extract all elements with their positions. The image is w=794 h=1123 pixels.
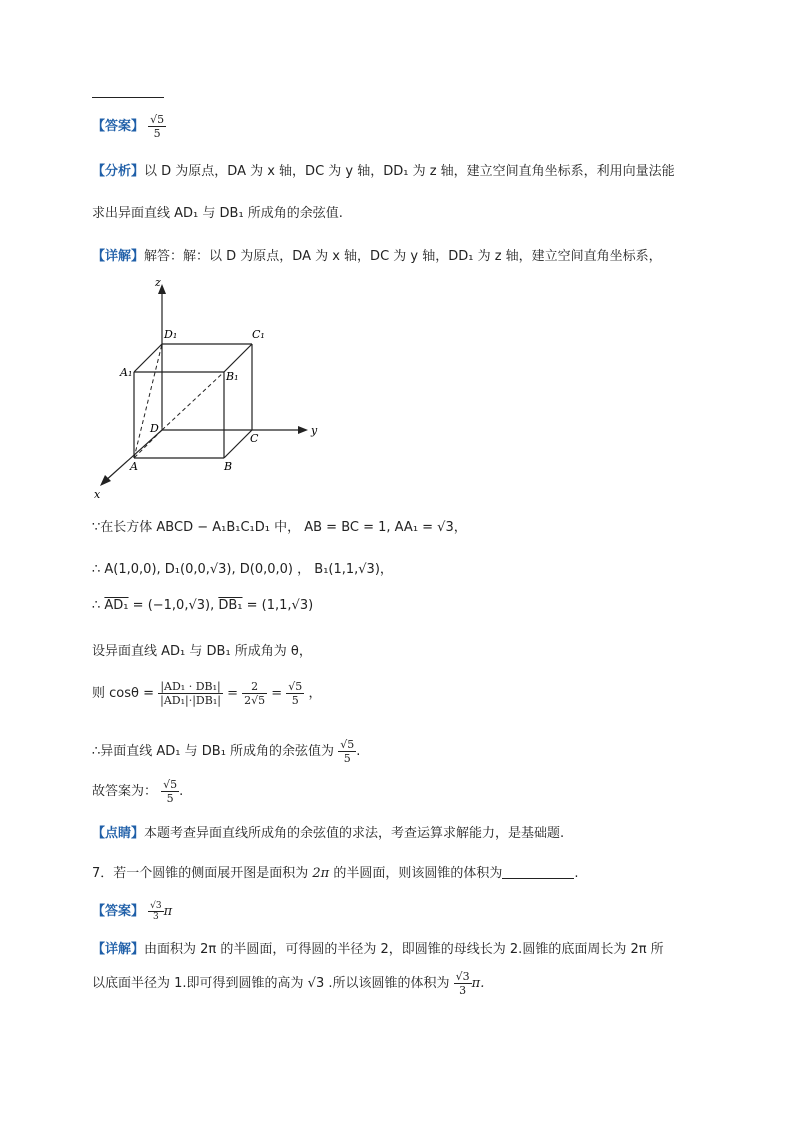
analysis-line-2 [92,202,343,221]
label-D: D [150,422,159,435]
cos-fraction-2: $\frac{2}{2√5}$ [244,680,266,707]
analysis-text-1: 以 D 为原点，DA 为 x 轴，DC 为 y 轴，DD₁ 为 z 轴，建立空间直角坐标系，利用向量法能 [144,164,675,179]
y-arrow [298,426,308,434]
label-y: y [311,424,318,437]
step-5: 则 cosθ = $\frac{\text{|AD₁ · DB₁|}}{\text{|AD₁|·|DB₁|}}$ = $\frac{2}{2√5}$ = $\frac{√5}{5}$ ， [92,680,322,707]
final-answer-fraction: $\frac{√5}{5}$ [163,778,178,805]
top-blank-line [92,97,164,98]
q7-answer-fraction: $\frac{√3}{3}$ [150,901,162,922]
q7-answer-line: 【答案】 $\frac{√3}{3}$ π [92,901,173,922]
label-A: A [130,460,138,473]
answer-line [92,113,166,140]
step-3: ∴ AD₁ = (−1,0,√3), DB₁ = (1,1,√3) [92,598,314,613]
step-4: 设异面直线 AD₁ 与 DB₁ 所成角为 θ， [92,644,312,659]
step-6: ∴异面直线 AD₁ 与 DB₁ 所成角的余弦值为 $\frac{√5}{5}$ . [92,738,361,765]
step-1: ∵在长方体 ABCD − A₁B₁C₁D₁ 中， AB = BC = 1, AA₁ = √3， [92,520,467,535]
vector-DB1: DB₁ [218,598,243,613]
q7-detail-line-2: 以底面半径为 1.即可得到圆锥的高为 √3 .所以该圆锥的体积为 $\frac{√3}{3}$ π. [92,970,485,997]
analysis-text-2: 求出异面直线 AD₁ 与 DB₁ 所成角的余弦值. [92,206,343,221]
x-axis [104,430,162,482]
detail-tag: 【详解】 [92,249,145,264]
cuboid-figure [92,272,332,502]
label-x: x [94,488,101,501]
label-B: B [224,460,233,473]
diag-DB1 [162,372,224,430]
detail-text-1: 解答：解：以 D 为原点，DA 为 x 轴，DC 为 y 轴，DD₁ 为 z 轴，建立空间直角坐标系， [144,249,662,264]
answer-fraction: $\frac{√5}{5}$ [150,113,165,140]
label-B1: B₁ [226,370,239,383]
q7-volume-fraction: $\frac{√3}{3}$ [455,970,470,997]
diag-AD1 [134,344,162,458]
result-fraction: $\frac{√5}{5}$ [340,738,355,765]
q7-detail-line-1: 【详解】由面积为 2π 的半圆面，可得圆的半径为 2，即圆锥的母线长为 2.圆锥的底面周长为 2π 所 [92,942,664,957]
analysis-tag: 【分析】 [92,164,145,179]
analysis-line-1 [92,160,675,179]
vector-AD1: AD₁ [104,598,129,613]
detail-line-1 [92,245,662,264]
step-7: 故答案为： $\frac{√5}{5}$ . [92,778,184,805]
label-A1: A₁ [120,366,133,379]
q7-answer-tag: 【答案】 [92,904,145,919]
cos-fraction-1: $\frac{\text{|AD₁ · DB₁|}}{\text{|AD₁|·|DB₁|}}$ [160,680,221,707]
label-C1: C₁ [252,328,265,341]
label-z: z [155,276,161,289]
cos-fraction-3: $\frac{√5}{5}$ [288,680,303,707]
q7-detail-tag: 【详解】 [92,942,145,957]
label-D1: D₁ [164,328,178,341]
step-2: ∴ A(1,0,0), D₁(0,0,√3), D(0,0,0) ， B₁(1,1,√3)， [92,562,393,577]
q7-line: 7．若一个圆锥的侧面展开图是面积为 2π 的半圆面，则该圆锥的体积为 . [92,866,579,881]
label-C: C [250,432,259,445]
comment-line: 【点睛】本题考查异面直线所成角的余弦值的求法，考查运算求解能力，是基础题. [92,826,565,841]
comment-tag: 【点睛】 [92,826,145,841]
answer-blank [502,878,574,879]
answer-tag: 【答案】 [92,119,145,134]
